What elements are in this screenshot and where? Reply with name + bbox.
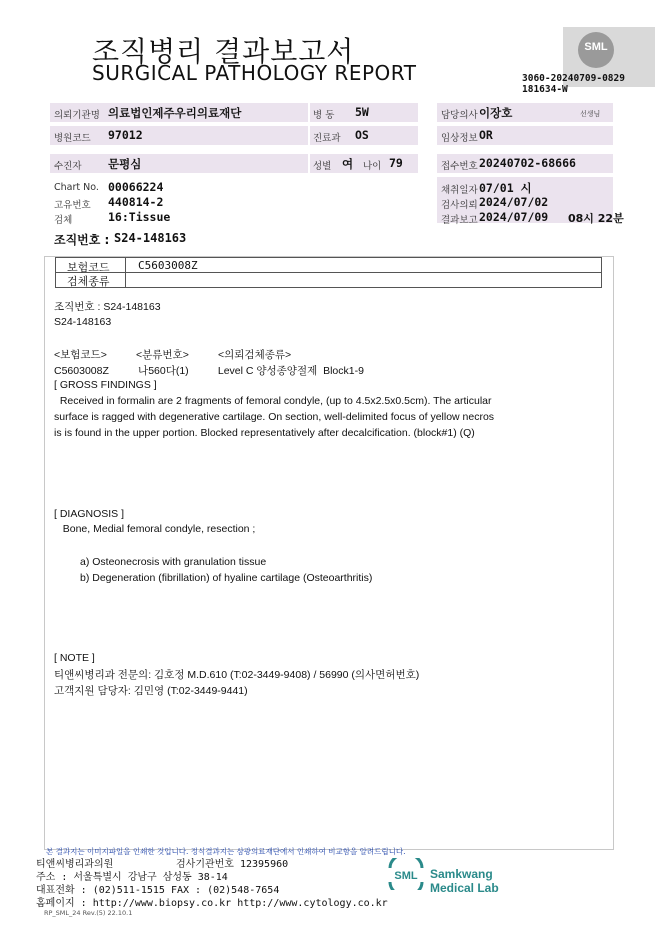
sml-logo-icon <box>578 32 614 68</box>
receipt-no-label: 접수번호 <box>441 161 478 172</box>
tissue-no-value: S24-148163 <box>114 231 187 245</box>
footer-doc-code: RP_SML_24 Rev.(5) 22.10.1 <box>44 909 133 917</box>
dept-value: OS <box>355 128 369 142</box>
report-id-line-2: 181634-W <box>522 84 568 95</box>
footer-web: 홈페이지 : http://www.biopsy.co.kr http://www.cytology.co.kr <box>36 898 388 909</box>
insurance-code-value: C5603008Z <box>138 259 198 272</box>
patient-label: 수진자 <box>54 161 82 172</box>
hospital-code-label: 병원코드 <box>54 133 91 144</box>
doctor-value: 이장호 <box>479 106 513 120</box>
table-row-divider <box>56 272 601 273</box>
ward-value: 5W <box>355 105 369 119</box>
lab-logo-text: SML <box>394 870 418 882</box>
chart-no-value: 00066224 <box>108 180 164 194</box>
gross-line-1: Received in formalin are 2 fragments of femoral condyle, (up to 4.5x2.5x0.5cm). The articular <box>54 395 492 407</box>
chart-no-label: Chart No. <box>54 182 99 193</box>
gross-line-2: surface is ragged with degenerative cartilage. On section, well-delimited focus of yellow necros <box>54 411 495 423</box>
unique-no-label: 고유번호 <box>54 200 91 211</box>
table-col-divider <box>125 258 126 287</box>
collect-date-label: 채취일자 <box>441 185 478 196</box>
clinical-info-value: OR <box>479 128 493 142</box>
insurance-code-label: 보험코드 <box>67 261 110 274</box>
clinical-info-label: 임상정보 <box>441 133 478 144</box>
codes-values: C5603008Z 나560다(1) Level C 양성종양절제 Block1-9 <box>54 365 364 377</box>
report-title-english: SURGICAL PATHOLOGY REPORT <box>92 61 417 85</box>
hospital-code-value: 97012 <box>108 128 143 142</box>
sex-label: 성별 <box>313 161 332 172</box>
footer-notice: 본 결과지는 이미지파일을 인쇄한 것입니다. 정식결과지는 삼광의료재단에서 인쇄하여 비교함을 알려드립니다. <box>46 847 406 856</box>
report-title-korean: 조직병리 결과보고서 <box>92 35 355 68</box>
collect-date-value: 07/01 시 <box>479 181 532 195</box>
diagnosis-item-b: b) Degeneration (fibrillation) of hyaline cartilage (Osteoarthritis) <box>80 572 373 584</box>
diagnosis-item-a: a) Osteonecrosis with granulation tissue <box>80 556 267 568</box>
specimen-label: 검체 <box>54 215 73 226</box>
tissue-no-label: 조직번호 : <box>54 233 110 247</box>
insurance-table <box>55 257 602 288</box>
note-line-2: 고객지원 담당자: 김민영 (T:02-3449-9441) <box>54 685 248 697</box>
lab-name-line-1: Samkwang <box>430 867 493 881</box>
sex-value: 여 <box>342 157 354 171</box>
ward-label: 병 동 <box>313 110 335 121</box>
age-label: 나이 <box>363 161 382 172</box>
report-id-line-1: 3060-20240709-0829 <box>522 73 625 84</box>
samkwang-logo-icon <box>386 858 426 890</box>
lab-name <box>430 867 499 895</box>
dept-label: 진료과 <box>313 133 341 144</box>
receipt-no-value: 20240702-68666 <box>479 156 576 170</box>
hospital-name-value: 의료법인제주우리의료재단 <box>108 106 242 120</box>
result-date-label: 결과보고 <box>441 215 478 226</box>
lab-name-line-2: Medical Lab <box>430 881 499 895</box>
diagnosis-line-1: Bone, Medial femoral condyle, resection ; <box>54 523 256 535</box>
body-tissue-line: 조직번호 : S24-148163 <box>54 301 161 313</box>
gross-line-3: is is found in the upper portion. Blocked representatively after decalcification. (block#1) (Q) <box>54 427 475 439</box>
logo-text: SML <box>584 41 608 53</box>
footer-phone: 대표전화 : (02)511-1515 FAX : (02)548-7654 <box>36 885 280 896</box>
note-title: [ NOTE ] <box>54 652 95 664</box>
specimen-value: 16:Tissue <box>108 210 171 224</box>
specimen-type-label: 검체종류 <box>67 275 110 288</box>
footer-clinic: 티앤씨병리과의원 <box>36 859 114 870</box>
age-value: 79 <box>389 156 403 170</box>
footer-address: 주소 : 서울특별시 강남구 삼성동 38-14 <box>36 872 228 883</box>
codes-header: <보험코드> <분류번호> <의뢰검체종류> <box>54 349 292 361</box>
note-line-1: 티앤씨병리과 전문의: 김호정 M.D.610 (T:02-3449-9408) / 56990 (의사면허번호) <box>54 669 420 681</box>
hospital-name-label: 의뢰기관명 <box>54 110 100 121</box>
request-date-label: 검사의뢰 <box>441 200 478 211</box>
report-body-frame <box>44 256 614 850</box>
patient-value: 문평심 <box>108 157 142 171</box>
result-time-value: 08시 22분 <box>568 212 624 225</box>
request-date-value: 2024/07/02 <box>479 195 549 209</box>
unique-no-value: 440814-2 <box>108 195 164 209</box>
footer-inst-no: 검사기관번호 12395960 <box>176 859 289 870</box>
result-date-value: 2024/07/09 <box>479 210 549 224</box>
diagnosis-title: [ DIAGNOSIS ] <box>54 508 125 520</box>
doctor-label: 담당의사 <box>441 110 478 121</box>
report-id <box>522 73 625 95</box>
gross-findings-title: [ GROSS FINDINGS ] <box>54 379 157 391</box>
doctor-suffix: 선생님 <box>580 110 601 118</box>
patient-field <box>50 154 308 173</box>
body-tissue-line-2: S24-148163 <box>54 316 112 328</box>
